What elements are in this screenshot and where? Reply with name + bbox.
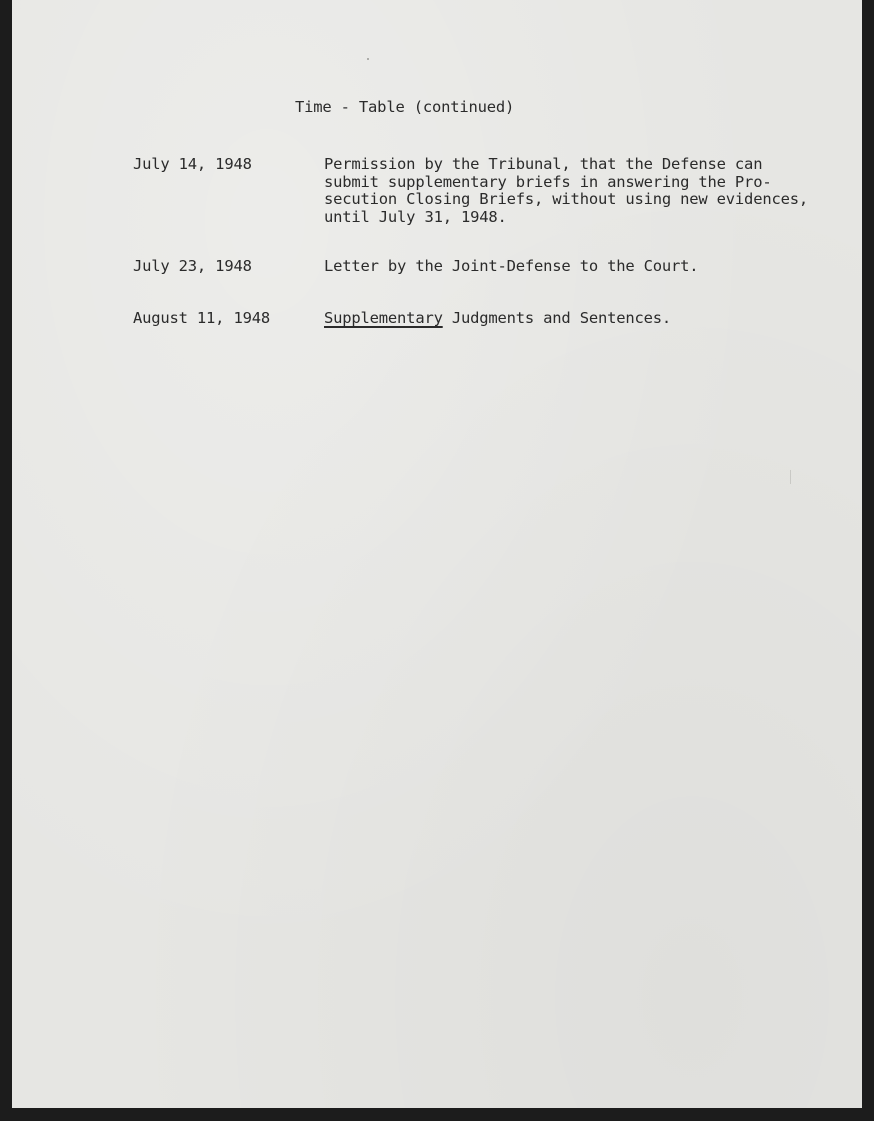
entry-date: August 11, 1948 (133, 309, 270, 327)
document-page (12, 0, 862, 1108)
entry-date: July 23, 1948 (133, 257, 252, 275)
entry-description (324, 258, 698, 276)
description-rest: Judgments and Sentences. (442, 309, 672, 327)
underlined-word: Supplementary (324, 309, 443, 327)
description-line: Permission by the Tribunal, that the Defense can (324, 155, 763, 173)
description-line: submit supplementary briefs in answering the Pro- (324, 172, 772, 191)
entry-description (324, 310, 671, 328)
description-line: Letter by the Joint-Defense to the Court. (324, 257, 699, 275)
description-line: secution Closing Briefs, without using new evidences, (324, 190, 808, 208)
paper-mark (790, 470, 791, 484)
paper-speck (367, 58, 369, 60)
description-line: until July 31, 1948. (324, 207, 507, 226)
entry-date: July 14, 1948 (133, 155, 252, 173)
entry-description (324, 156, 808, 226)
page-title: Time - Table (continued) (295, 98, 515, 116)
